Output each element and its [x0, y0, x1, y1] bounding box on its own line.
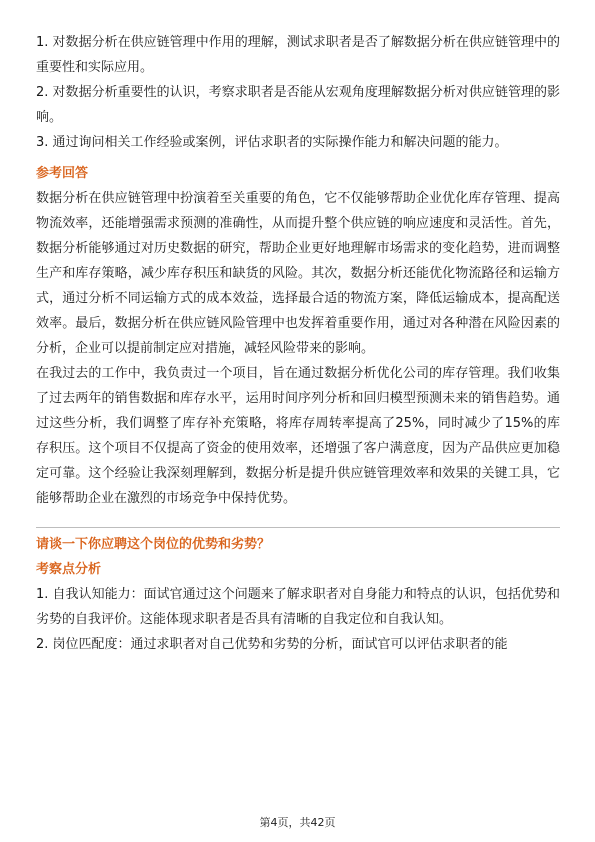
section-divider — [36, 527, 560, 528]
answer-paragraph: 数据分析在供应链管理中扮演着至关重要的角色，它不仅能够帮助企业优化库存管理、提高物流效率，还能增强需求预测的准确性，从而提升整个供应链的响应速度和灵活性。首先，数据分析能够通过对历史数据的研究，帮助企业更好地理解市场需求的变化趋势，进而调整生产和库存策略，减少库存积压和缺货的风险。其次，数据分析还能优化物流路径和运输方式，通过分析不同运输方式的成本效益，选择最合适的物流方案，降低运输成本，提高配送效率。最后，数据分析在供应链风险管理中也发挥着重要作用，通过对各种潜在风险因素的分析，企业可以提前制定应对措施，减轻风险带来的影响。 — [36, 191, 560, 356]
document-page — [36, 30, 560, 657]
question-heading: 请谈一下你应聘这个岗位的优势和劣势？ — [36, 537, 271, 552]
list-item: 3. 通过询问相关工作经验或案例，评估求职者的实际操作能力和解决问题的能力。 — [36, 135, 508, 150]
list-item: 1. 自我认知能力：面试官通过这个问题来了解求职者对自身能力和特点的认识，包括优势和劣势的自我评价。这能体现求职者是否具有清晰的自我定位和自我认知。 — [36, 587, 560, 627]
page-number: 第4页，共42页 — [259, 816, 336, 829]
list-item: 2. 对数据分析重要性的认识，考察求职者是否能从宏观角度理解数据分析对供应链管理的影响。 — [36, 85, 560, 125]
list-item: 2. 岗位匹配度：通过求职者对自己优势和劣势的分析，面试官可以评估求职者的能 — [36, 637, 508, 652]
analysis-heading: 考察点分析 — [36, 562, 102, 577]
answer-heading: 参考回答 — [36, 166, 89, 181]
answer-paragraph: 在我过去的工作中，我负责过一个项目，旨在通过数据分析优化公司的库存管理。我们收集了过去两年的销售数据和库存水平，运用时间序列分析和回归模型预测未来的销售趋势。通过这些分析，我们调整了库存补充策略，将库存周转率提高了25%，同时减少了15%的库存积压。这个项目不仅提高了资金的使用效率，还增强了客户满意度，因为产品供应更加稳定可靠。这个经验让我深刻理解到，数据分析是提升供应链管理效率和效果的关键工具，它能够帮助企业在激烈的市场竞争中保持优势。 — [36, 366, 560, 506]
list-item: 1. 对数据分析在供应链管理中作用的理解，测试求职者是否了解数据分析在供应链管理中的重要性和实际应用。 — [36, 35, 560, 75]
